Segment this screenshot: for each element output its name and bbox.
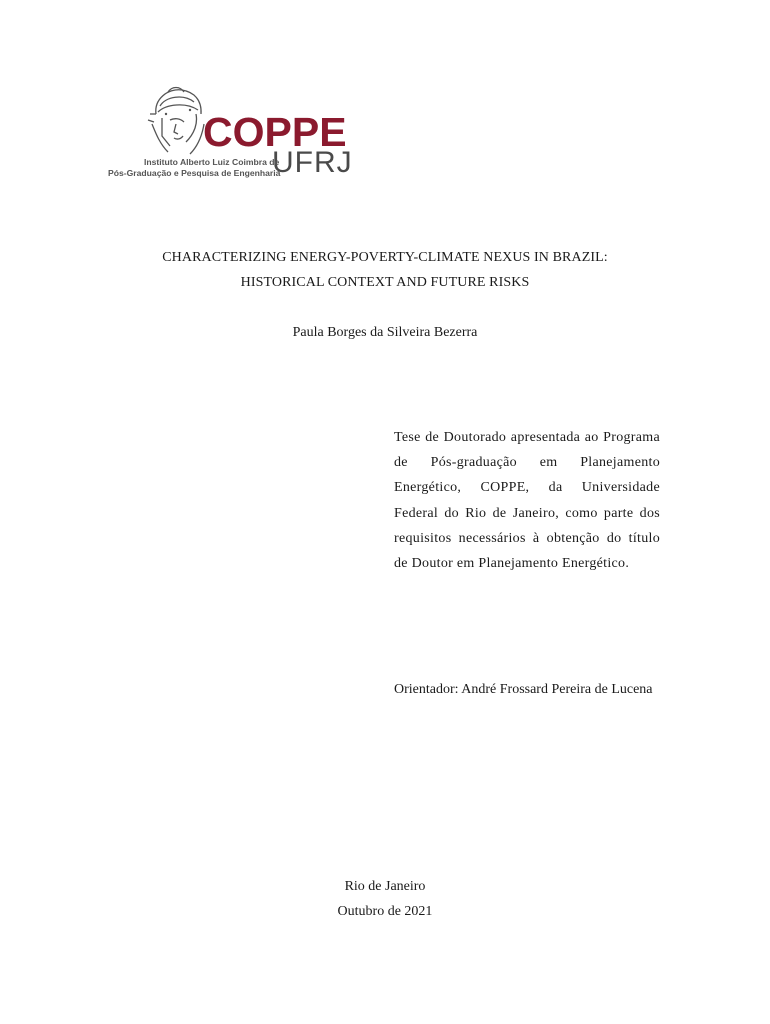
- author-name: Paula Borges da Silveira Bezerra: [292, 325, 478, 340]
- date: Outubro de 2021: [337, 904, 433, 919]
- minerva-helmet-icon: [146, 84, 210, 156]
- thesis-title-line2: HISTORICAL CONTEXT AND FUTURE RISKS: [240, 275, 530, 290]
- coppe-ufrj-logo: [108, 84, 358, 184]
- logo-brand: COPPE: [203, 109, 347, 155]
- place: Rio de Janeiro: [344, 879, 426, 894]
- logo-university: UFRJ: [272, 146, 353, 179]
- logo-institute-line2: Pós-Graduação e Pesquisa de Engenharia: [108, 168, 281, 178]
- thesis-statement: Tese de Doutorado apresentada ao Programa de Pós-graduação em Planejamento Energético, COPPE, da Universidade Federal do Rio de Janeiro, como parte dos requisitos necessários à obtenção do título de Doutor em Planejamento Energético.: [394, 430, 660, 572]
- advisor: Orientador: André Frossard Pereira de Lucena: [394, 682, 653, 697]
- logo-institute-line1: Instituto Alberto Luiz Coimbra de: [144, 157, 280, 167]
- thesis-title-line1: CHARACTERIZING ENERGY-POVERTY-CLIMATE NEXUS IN BRAZIL:: [162, 250, 608, 265]
